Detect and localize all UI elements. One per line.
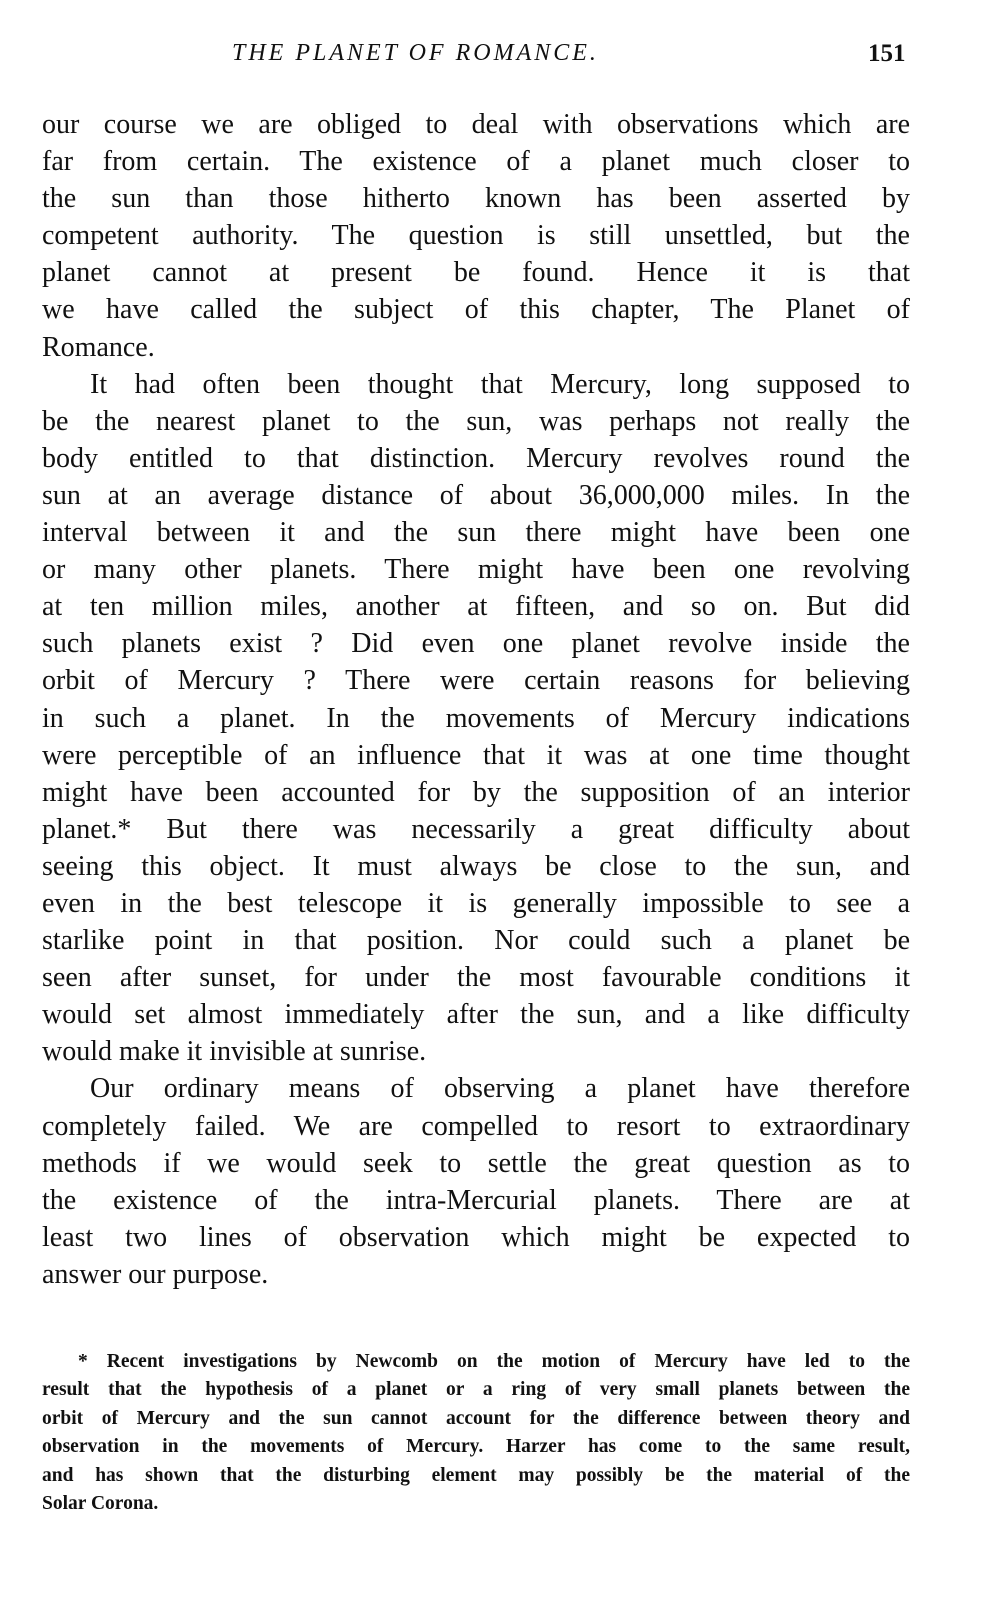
body-line: body entitled to that distinction. Mercury revolves round the bbox=[42, 442, 910, 474]
running-header bbox=[0, 40, 1000, 74]
body-line: we have called the subject of this chapter, The Planet of bbox=[42, 294, 910, 326]
body-line: answer our purpose. bbox=[42, 1258, 269, 1290]
body-line: our course we are obliged to deal with observations which are bbox=[42, 109, 910, 140]
body-line: least two lines of observation which might be expected to bbox=[42, 1221, 910, 1253]
body-line: the existence of the intra-Mercurial planets. There are at bbox=[42, 1184, 910, 1216]
body-line: starlike point in that position. Nor could such a planet be bbox=[42, 925, 910, 957]
body-line: It had often been thought that Mercury, long supposed to bbox=[90, 368, 910, 400]
body-line: would make it invisible at sunrise. bbox=[42, 1036, 427, 1068]
body-line: might have been accounted for by the supposition of an interior bbox=[42, 776, 910, 808]
body-line: planet.* But there was necessarily a great difficulty about bbox=[42, 813, 910, 845]
body-line: methods if we would seek to settle the great question as to bbox=[42, 1147, 910, 1179]
footnote-line: observation in the movements of Mercury. Harzer has come to the same result, bbox=[42, 1436, 910, 1458]
body-line: the sun than those hitherto known has been asserted by bbox=[42, 183, 910, 215]
body-line: interval between it and the sun there might have been one bbox=[42, 517, 910, 549]
body-line: sun at an average distance of about 36,000,000 miles. In the bbox=[42, 479, 910, 511]
footnote-line: result that the hypothesis of a planet or a ring of very small planets between the bbox=[42, 1379, 910, 1401]
body-line: in such a planet. In the movements of Mercury indications bbox=[42, 702, 910, 734]
body-line: Our ordinary means of observing a planet have therefore bbox=[90, 1073, 910, 1105]
page-number: 151 bbox=[868, 40, 906, 67]
footnote-line: Solar Corona. bbox=[42, 1492, 159, 1514]
body-line: would set almost immediately after the sun, and a like difficulty bbox=[42, 999, 910, 1031]
body-line: were perceptible of an influence that it was at one time thought bbox=[42, 739, 910, 771]
body-text bbox=[42, 106, 910, 1293]
body-line: completely failed. We are compelled to resort to extraordinary bbox=[42, 1110, 910, 1142]
body-line: planet cannot at present be found. Hence it is that bbox=[42, 257, 910, 289]
body-line: orbit of Mercury ? There were certain reasons for believing bbox=[42, 665, 910, 697]
body-line: such planets exist ? Did even one planet revolve inside the bbox=[42, 628, 910, 660]
body-line: or many other planets. There might have been one revolving bbox=[42, 554, 910, 586]
body-line: far from certain. The existence of a planet much closer to bbox=[42, 146, 910, 178]
body-line: seen after sunset, for under the most favourable conditions it bbox=[42, 962, 910, 994]
footnote bbox=[42, 1348, 910, 1518]
body-line: be the nearest planet to the sun, was perhaps not really the bbox=[42, 405, 910, 437]
footnote-line: and has shown that the disturbing element may possibly be the material of the bbox=[42, 1464, 910, 1486]
body-line: seeing this object. It must always be close to the sun, and bbox=[42, 850, 910, 882]
body-line: competent authority. The question is still unsettled, but the bbox=[42, 220, 910, 252]
body-line: at ten million miles, another at fifteen, and so on. But did bbox=[42, 591, 910, 623]
body-line: Romance. bbox=[42, 331, 155, 363]
body-line: even in the best telescope it is generally impossible to see a bbox=[42, 887, 910, 919]
running-title: THE PLANET OF ROMANCE. bbox=[232, 40, 599, 66]
footnote-line: * Recent investigations by Newcomb on the motion of Mercury have led to the bbox=[78, 1351, 910, 1372]
footnote-line: orbit of Mercury and the sun cannot account for the difference between theory and bbox=[42, 1407, 910, 1429]
